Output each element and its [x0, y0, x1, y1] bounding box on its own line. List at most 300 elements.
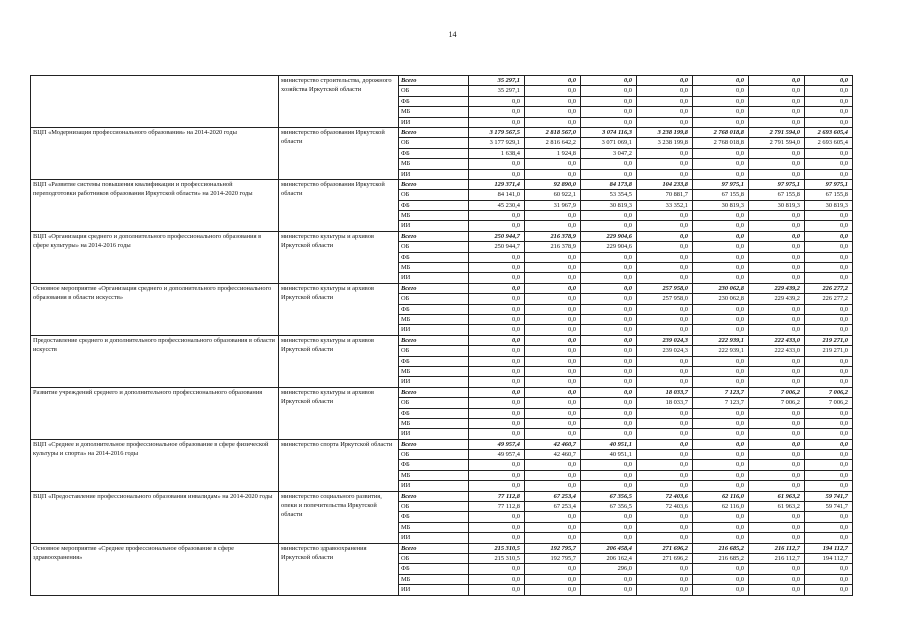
amount-cell: 0,0: [469, 96, 525, 106]
amount-cell: 0,0: [525, 533, 581, 543]
amount-cell: 0,0: [805, 450, 853, 460]
amount-cell: 0,0: [525, 107, 581, 117]
amount-cell: 0,0: [637, 418, 693, 428]
amount-cell: 0,0: [693, 377, 749, 387]
amount-cell: 0,0: [693, 356, 749, 366]
funding-source-cell: ФБ: [399, 564, 469, 574]
amount-cell: 60 922,1: [525, 190, 581, 200]
amount-cell: 194 112,7: [805, 553, 853, 563]
amount-cell: 18 033,7: [637, 387, 693, 397]
amount-cell: 0,0: [637, 533, 693, 543]
amount-cell: 45 230,4: [469, 200, 525, 210]
amount-cell: 230 062,8: [693, 283, 749, 293]
amount-cell: 0,0: [637, 574, 693, 584]
amount-cell: 206 458,4: [581, 543, 637, 553]
amount-cell: 239 024,3: [637, 346, 693, 356]
amount-cell: 0,0: [525, 335, 581, 345]
amount-cell: 0,0: [693, 481, 749, 491]
amount-cell: 222 433,0: [749, 346, 805, 356]
amount-cell: 0,0: [805, 273, 853, 283]
funding-source-cell: ИИ: [399, 533, 469, 543]
amount-cell: 257 958,0: [637, 294, 693, 304]
funding-source-cell: ОБ: [399, 190, 469, 200]
amount-cell: 0,0: [469, 263, 525, 273]
amount-cell: 0,0: [749, 211, 805, 221]
amount-cell: 0,0: [749, 86, 805, 96]
amount-cell: 0,0: [525, 314, 581, 324]
amount-cell: 0,0: [637, 252, 693, 262]
amount-cell: 0,0: [693, 242, 749, 252]
funding-source-cell: ОБ: [399, 553, 469, 563]
funding-source-cell: ИИ: [399, 273, 469, 283]
amount-cell: 0,0: [525, 408, 581, 418]
amount-cell: 59 741,7: [805, 502, 853, 512]
amount-cell: 0,0: [637, 408, 693, 418]
funding-source-cell: ИИ: [399, 221, 469, 231]
amount-cell: 0,0: [581, 398, 637, 408]
amount-cell: 0,0: [525, 460, 581, 470]
amount-cell: 0,0: [805, 325, 853, 335]
amount-cell: 53 354,5: [581, 190, 637, 200]
executor-cell: министерство строительства, дорожного хозяйства Иркутской области: [279, 76, 399, 128]
amount-cell: 0,0: [469, 304, 525, 314]
funding-source-cell: МБ: [399, 211, 469, 221]
amount-cell: 0,0: [805, 159, 853, 169]
amount-cell: 0,0: [693, 533, 749, 543]
funding-source-cell: Всего: [399, 76, 469, 86]
funding-source-cell: ИИ: [399, 377, 469, 387]
amount-cell: 226 277,2: [805, 294, 853, 304]
amount-cell: 215 310,5: [469, 543, 525, 553]
amount-cell: 97 975,1: [749, 179, 805, 189]
amount-cell: 0,0: [469, 460, 525, 470]
amount-cell: 0,0: [805, 533, 853, 543]
amount-cell: 30 819,3: [693, 200, 749, 210]
funding-source-cell: ОБ: [399, 242, 469, 252]
amount-cell: 0,0: [469, 470, 525, 480]
amount-cell: 0,0: [749, 96, 805, 106]
amount-cell: 0,0: [749, 512, 805, 522]
funding-source-cell: Всего: [399, 439, 469, 449]
amount-cell: 0,0: [749, 231, 805, 241]
amount-cell: 0,0: [469, 335, 525, 345]
amount-cell: 0,0: [525, 263, 581, 273]
amount-cell: 0,0: [637, 273, 693, 283]
executor-cell: министерство культуры и архивов Иркутской области: [279, 335, 399, 387]
amount-cell: 0,0: [749, 107, 805, 117]
amount-cell: 216 685,2: [693, 543, 749, 553]
amount-cell: 271 696,2: [637, 543, 693, 553]
amount-cell: 61 963,2: [749, 502, 805, 512]
amount-cell: 192 795,7: [525, 543, 581, 553]
amount-cell: 0,0: [525, 398, 581, 408]
amount-cell: 229 904,6: [581, 242, 637, 252]
amount-cell: 216 378,9: [525, 242, 581, 252]
amount-cell: 0,0: [637, 460, 693, 470]
amount-cell: 0,0: [637, 304, 693, 314]
amount-cell: 0,0: [581, 429, 637, 439]
amount-cell: 30 819,3: [581, 200, 637, 210]
amount-cell: 0,0: [637, 314, 693, 324]
funding-source-cell: ФБ: [399, 148, 469, 158]
amount-cell: 0,0: [581, 387, 637, 397]
amount-cell: 2 768 018,8: [693, 127, 749, 137]
executor-cell: министерство культуры и архивов Иркутской области: [279, 387, 399, 439]
table-row: [31, 76, 853, 86]
amount-cell: 0,0: [525, 585, 581, 595]
amount-cell: 229 439,2: [749, 283, 805, 293]
amount-cell: 0,0: [581, 533, 637, 543]
amount-cell: 0,0: [469, 366, 525, 376]
amount-cell: 0,0: [693, 148, 749, 158]
amount-cell: 0,0: [525, 96, 581, 106]
funding-source-cell: ОБ: [399, 138, 469, 148]
amount-cell: 0,0: [469, 429, 525, 439]
amount-cell: 0,0: [693, 86, 749, 96]
amount-cell: 0,0: [749, 366, 805, 376]
amount-cell: 0,0: [805, 148, 853, 158]
table-row: [31, 179, 853, 189]
amount-cell: 0,0: [805, 366, 853, 376]
funding-source-cell: ФБ: [399, 356, 469, 366]
amount-cell: 0,0: [581, 86, 637, 96]
amount-cell: 222 939,1: [693, 346, 749, 356]
amount-cell: 0,0: [805, 96, 853, 106]
amount-cell: 0,0: [693, 231, 749, 241]
amount-cell: 0,0: [637, 429, 693, 439]
amount-cell: 1 924,8: [525, 148, 581, 158]
amount-cell: 0,0: [581, 252, 637, 262]
amount-cell: 62 116,0: [693, 502, 749, 512]
amount-cell: 0,0: [749, 450, 805, 460]
amount-cell: 0,0: [581, 346, 637, 356]
amount-cell: 0,0: [581, 304, 637, 314]
amount-cell: 0,0: [805, 314, 853, 324]
amount-cell: 0,0: [749, 159, 805, 169]
amount-cell: 0,0: [749, 169, 805, 179]
funding-source-cell: ОБ: [399, 450, 469, 460]
amount-cell: 0,0: [581, 169, 637, 179]
funding-source-cell: МБ: [399, 522, 469, 532]
amount-cell: 0,0: [581, 356, 637, 366]
amount-cell: 0,0: [469, 221, 525, 231]
amount-cell: 0,0: [637, 159, 693, 169]
amount-cell: 0,0: [805, 418, 853, 428]
amount-cell: 0,0: [693, 107, 749, 117]
funding-source-cell: ФБ: [399, 200, 469, 210]
amount-cell: 0,0: [525, 211, 581, 221]
amount-cell: 226 277,2: [805, 283, 853, 293]
amount-cell: 59 741,7: [805, 491, 853, 501]
funding-source-cell: ИИ: [399, 429, 469, 439]
amount-cell: 97 975,1: [805, 179, 853, 189]
amount-cell: 0,0: [693, 211, 749, 221]
amount-cell: 0,0: [525, 377, 581, 387]
funding-source-cell: ИИ: [399, 325, 469, 335]
amount-cell: 40 951,1: [581, 439, 637, 449]
amount-cell: 0,0: [525, 86, 581, 96]
funding-source-cell: МБ: [399, 263, 469, 273]
amount-cell: 0,0: [525, 429, 581, 439]
amount-cell: 0,0: [637, 231, 693, 241]
amount-cell: 0,0: [749, 76, 805, 86]
amount-cell: 30 819,3: [749, 200, 805, 210]
amount-cell: 0,0: [469, 481, 525, 491]
amount-cell: 67 253,4: [525, 502, 581, 512]
amount-cell: 0,0: [693, 564, 749, 574]
amount-cell: 0,0: [525, 304, 581, 314]
table-row: [31, 491, 853, 501]
funding-source-cell: Всего: [399, 283, 469, 293]
amount-cell: 0,0: [749, 273, 805, 283]
amount-cell: 0,0: [805, 169, 853, 179]
program-name-cell: Основное мероприятие «Организация среднего и дополнительного профессионального образования в области искусств»: [31, 283, 279, 335]
amount-cell: 2 791 594,0: [749, 138, 805, 148]
amount-cell: 0,0: [469, 356, 525, 366]
funding-source-cell: ФБ: [399, 460, 469, 470]
amount-cell: 7 006,2: [749, 387, 805, 397]
amount-cell: 229 439,2: [749, 294, 805, 304]
amount-cell: 0,0: [749, 377, 805, 387]
executor-cell: министерство культуры и архивов Иркутской области: [279, 283, 399, 335]
funding-source-cell: ФБ: [399, 512, 469, 522]
amount-cell: 0,0: [637, 107, 693, 117]
amount-cell: 0,0: [525, 117, 581, 127]
amount-cell: 0,0: [749, 574, 805, 584]
amount-cell: 104 233,8: [637, 179, 693, 189]
amount-cell: 216 685,2: [693, 553, 749, 563]
amount-cell: 271 696,2: [637, 553, 693, 563]
amount-cell: 0,0: [693, 304, 749, 314]
amount-cell: 70 881,7: [637, 190, 693, 200]
amount-cell: 250 944,7: [469, 231, 525, 241]
executor-cell: министерство здравоохранения Иркутской области: [279, 543, 399, 595]
amount-cell: 0,0: [581, 522, 637, 532]
amount-cell: 7 006,2: [805, 387, 853, 397]
amount-cell: 0,0: [805, 252, 853, 262]
amount-cell: 0,0: [805, 512, 853, 522]
amount-cell: 0,0: [693, 117, 749, 127]
amount-cell: 0,0: [469, 169, 525, 179]
amount-cell: 77 112,8: [469, 491, 525, 501]
amount-cell: 0,0: [469, 211, 525, 221]
amount-cell: 0,0: [749, 470, 805, 480]
amount-cell: 49 957,4: [469, 450, 525, 460]
program-name-cell: Основное мероприятие «Среднее профессиональное образование в сфере здравоохранения»: [31, 543, 279, 595]
funding-source-cell: МБ: [399, 314, 469, 324]
amount-cell: 0,0: [693, 408, 749, 418]
amount-cell: 296,0: [581, 564, 637, 574]
amount-cell: 0,0: [581, 273, 637, 283]
amount-cell: 2 768 018,8: [693, 138, 749, 148]
amount-cell: 0,0: [581, 585, 637, 595]
amount-cell: 0,0: [525, 564, 581, 574]
amount-cell: 0,0: [525, 273, 581, 283]
amount-cell: 0,0: [693, 252, 749, 262]
amount-cell: 67 253,4: [525, 491, 581, 501]
amount-cell: 0,0: [469, 564, 525, 574]
funding-source-cell: ИИ: [399, 169, 469, 179]
amount-cell: 92 890,0: [525, 179, 581, 189]
amount-cell: 7 006,2: [805, 398, 853, 408]
amount-cell: 0,0: [525, 76, 581, 86]
amount-cell: 0,0: [469, 522, 525, 532]
amount-cell: 0,0: [581, 481, 637, 491]
amount-cell: 7 006,2: [749, 398, 805, 408]
amount-cell: 0,0: [749, 314, 805, 324]
executor-cell: министерство образования Иркутской области: [279, 127, 399, 179]
amount-cell: 0,0: [469, 294, 525, 304]
amount-cell: 0,0: [637, 211, 693, 221]
amount-cell: 0,0: [581, 408, 637, 418]
amount-cell: 0,0: [469, 377, 525, 387]
amount-cell: 0,0: [525, 481, 581, 491]
amount-cell: 0,0: [637, 325, 693, 335]
amount-cell: 0,0: [749, 304, 805, 314]
amount-cell: 2 818 567,0: [525, 127, 581, 137]
amount-cell: 0,0: [693, 574, 749, 584]
amount-cell: 0,0: [749, 252, 805, 262]
amount-cell: 2 693 605,4: [805, 138, 853, 148]
amount-cell: 230 062,8: [693, 294, 749, 304]
amount-cell: 3 071 069,1: [581, 138, 637, 148]
amount-cell: 0,0: [525, 387, 581, 397]
amount-cell: 0,0: [525, 418, 581, 428]
amount-cell: 67 155,8: [749, 190, 805, 200]
amount-cell: 0,0: [637, 117, 693, 127]
funding-source-cell: МБ: [399, 366, 469, 376]
funding-source-cell: МБ: [399, 574, 469, 584]
amount-cell: 0,0: [749, 585, 805, 595]
amount-cell: 0,0: [525, 346, 581, 356]
executor-cell: министерство социального развития, опеки и попечительства Иркутской области: [279, 491, 399, 543]
funding-source-cell: Всего: [399, 231, 469, 241]
amount-cell: 222 433,0: [749, 335, 805, 345]
amount-cell: 0,0: [693, 96, 749, 106]
budget-table: [30, 75, 853, 596]
amount-cell: 0,0: [469, 159, 525, 169]
amount-cell: 0,0: [693, 418, 749, 428]
amount-cell: 0,0: [581, 294, 637, 304]
amount-cell: 0,0: [469, 574, 525, 584]
amount-cell: 67 155,8: [693, 190, 749, 200]
amount-cell: 0,0: [525, 294, 581, 304]
amount-cell: 42 460,7: [525, 439, 581, 449]
amount-cell: 0,0: [693, 585, 749, 595]
amount-cell: 0,0: [637, 86, 693, 96]
amount-cell: 0,0: [749, 418, 805, 428]
amount-cell: 0,0: [581, 574, 637, 584]
amount-cell: 77 112,8: [469, 502, 525, 512]
table-row: [31, 335, 853, 345]
amount-cell: 216 112,7: [749, 553, 805, 563]
amount-cell: 31 967,9: [525, 200, 581, 210]
amount-cell: 0,0: [525, 283, 581, 293]
amount-cell: 0,0: [749, 439, 805, 449]
amount-cell: 216 112,7: [749, 543, 805, 553]
amount-cell: 35 297,1: [469, 86, 525, 96]
amount-cell: 62 116,0: [693, 491, 749, 501]
amount-cell: 0,0: [525, 252, 581, 262]
amount-cell: 67 356,5: [581, 502, 637, 512]
amount-cell: 0,0: [581, 314, 637, 324]
amount-cell: 67 356,5: [581, 491, 637, 501]
amount-cell: 250 944,7: [469, 242, 525, 252]
funding-source-cell: ОБ: [399, 398, 469, 408]
amount-cell: 35 297,1: [469, 76, 525, 86]
table-row: [31, 127, 853, 137]
funding-source-cell: ОБ: [399, 346, 469, 356]
amount-cell: 0,0: [637, 585, 693, 595]
amount-cell: 0,0: [637, 512, 693, 522]
amount-cell: 0,0: [805, 429, 853, 439]
amount-cell: 1 638,4: [469, 148, 525, 158]
amount-cell: 72 403,6: [637, 491, 693, 501]
amount-cell: 0,0: [749, 408, 805, 418]
amount-cell: 84 141,0: [469, 190, 525, 200]
amount-cell: 0,0: [525, 221, 581, 231]
amount-cell: 0,0: [469, 325, 525, 335]
amount-cell: 0,0: [581, 76, 637, 86]
amount-cell: 0,0: [581, 460, 637, 470]
amount-cell: 0,0: [637, 76, 693, 86]
program-name-cell: ВЦП «Среднее и дополнительное профессиональное образование в сфере физической культуры и спорта» на 2014-2016 годы: [31, 439, 279, 491]
table-row: [31, 283, 853, 293]
amount-cell: 0,0: [637, 148, 693, 158]
table-row: [31, 543, 853, 553]
amount-cell: 0,0: [693, 263, 749, 273]
funding-source-cell: Всего: [399, 491, 469, 501]
amount-cell: 0,0: [693, 366, 749, 376]
amount-cell: 30 819,3: [805, 200, 853, 210]
amount-cell: 0,0: [581, 283, 637, 293]
amount-cell: 3 238 199,8: [637, 127, 693, 137]
amount-cell: 67 155,8: [805, 190, 853, 200]
amount-cell: 0,0: [749, 117, 805, 127]
amount-cell: 0,0: [581, 418, 637, 428]
amount-cell: 0,0: [637, 366, 693, 376]
amount-cell: 0,0: [805, 574, 853, 584]
amount-cell: 0,0: [637, 564, 693, 574]
amount-cell: 0,0: [693, 512, 749, 522]
page-number: 14: [448, 30, 457, 39]
program-name-cell: ВЦП «Организация среднего и дополнительного профессионального образования в сфере культуры» на 2014-2016 годы: [31, 231, 279, 283]
amount-cell: 0,0: [693, 522, 749, 532]
amount-cell: 0,0: [693, 314, 749, 324]
table-row: [31, 387, 853, 397]
amount-cell: 0,0: [693, 325, 749, 335]
amount-cell: 0,0: [637, 470, 693, 480]
amount-cell: 0,0: [805, 460, 853, 470]
amount-cell: 97 975,1: [693, 179, 749, 189]
amount-cell: 0,0: [805, 221, 853, 231]
amount-cell: 0,0: [581, 325, 637, 335]
amount-cell: 222 939,1: [693, 335, 749, 345]
amount-cell: 0,0: [525, 325, 581, 335]
program-name-cell: ВЦП «Модернизация профессионального образования» на 2014-2020 годы: [31, 127, 279, 179]
amount-cell: 0,0: [805, 76, 853, 86]
table-row: [31, 439, 853, 449]
amount-cell: 0,0: [637, 377, 693, 387]
amount-cell: 0,0: [693, 460, 749, 470]
amount-cell: 0,0: [637, 169, 693, 179]
funding-source-cell: ИИ: [399, 481, 469, 491]
amount-cell: 0,0: [581, 366, 637, 376]
amount-cell: 0,0: [469, 398, 525, 408]
amount-cell: 239 024,3: [637, 335, 693, 345]
amount-cell: 0,0: [637, 356, 693, 366]
amount-cell: 0,0: [637, 522, 693, 532]
